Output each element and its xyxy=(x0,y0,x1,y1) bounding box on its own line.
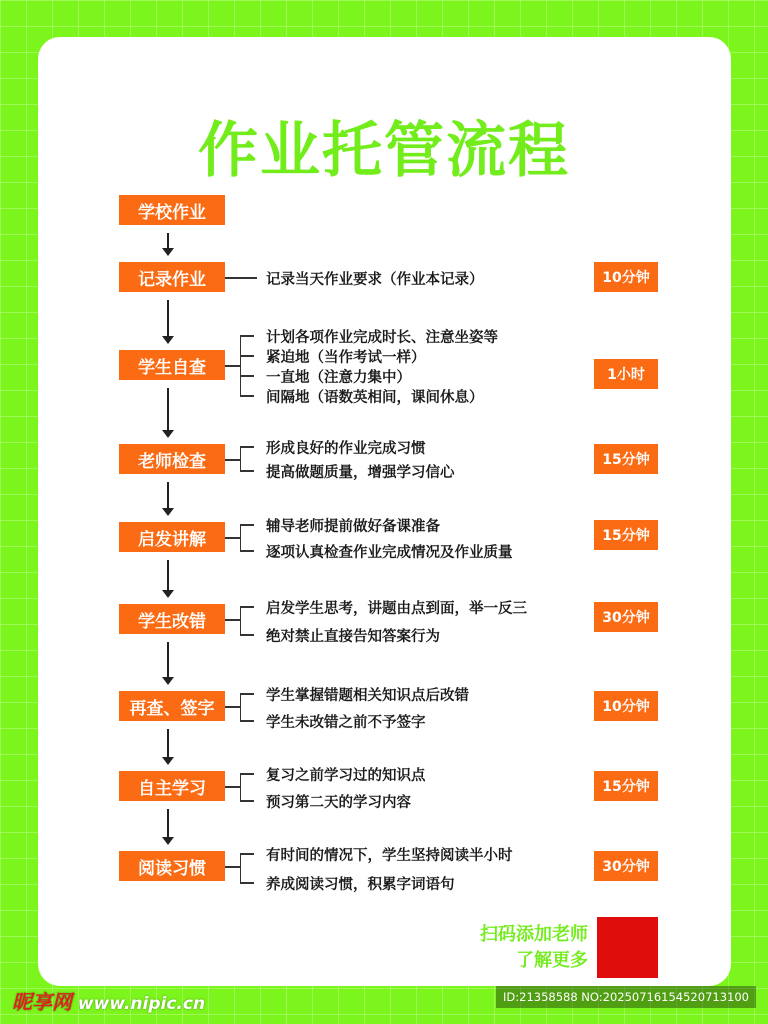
step-detail-text: 启发学生思考，讲题由点到面，举一反三 xyxy=(266,601,527,617)
step-detail-text: 计划各项作业完成时长、注意坐姿等 xyxy=(266,330,498,346)
time-badge: 10分钟 xyxy=(594,262,658,292)
bracket-tick xyxy=(240,853,254,855)
connector-line xyxy=(225,619,240,621)
connector-line xyxy=(225,277,257,279)
step-box: 学生自查 xyxy=(119,350,225,380)
bracket-line xyxy=(240,773,251,800)
page-title: 作业托管流程 xyxy=(198,116,570,186)
time-badge: 30分钟 xyxy=(594,851,658,881)
step-box: 记录作业 xyxy=(119,262,225,292)
bracket-tick xyxy=(240,800,254,802)
step-detail-text: 紧迫地（当作考试一样） xyxy=(266,350,426,366)
down-arrow-icon xyxy=(167,642,169,683)
bracket-tick xyxy=(240,773,254,775)
step-detail-text: 逐项认真检查作业完成情况及作业质量 xyxy=(266,545,513,561)
step-detail-text: 提高做题质量，增强学习信心 xyxy=(266,465,455,481)
down-arrow-icon xyxy=(167,809,169,843)
step-detail-text: 形成良好的作业完成习惯 xyxy=(266,441,426,457)
step-detail-text: 有时间的情况下，学生坚持阅读半小时 xyxy=(266,848,513,864)
down-arrow-icon xyxy=(167,482,169,514)
watermark-site-name: 昵享网 xyxy=(12,990,72,1014)
down-arrow-icon xyxy=(167,560,169,596)
bracket-line xyxy=(240,606,251,634)
step-detail-text: 绝对禁止直接告知答案行为 xyxy=(266,629,440,645)
bracket-line xyxy=(240,693,251,720)
bracket-tick xyxy=(240,606,254,608)
bracket-line xyxy=(240,446,251,470)
bracket-tick xyxy=(240,395,254,397)
time-badge: 10分钟 xyxy=(594,691,658,721)
bracket-line xyxy=(240,335,251,395)
connector-line xyxy=(225,365,240,367)
bracket-tick xyxy=(240,446,254,448)
time-badge: 15分钟 xyxy=(594,444,658,474)
down-arrow-icon xyxy=(167,233,169,254)
step-box: 老师检查 xyxy=(119,444,225,474)
watermark-url: www.nipic.cn xyxy=(77,994,206,1014)
step-detail-text: 间隔地（语数英相间，课间休息） xyxy=(266,390,484,406)
time-badge: 1小时 xyxy=(594,359,658,389)
bracket-tick xyxy=(240,470,254,472)
bracket-tick xyxy=(240,693,254,695)
step-box: 阅读习惯 xyxy=(119,851,225,881)
bracket-tick xyxy=(240,634,254,636)
step-box: 自主学习 xyxy=(119,771,225,801)
connector-line xyxy=(225,706,240,708)
qr-caption-line2: 了解更多 xyxy=(516,950,588,971)
bracket-tick xyxy=(240,550,254,552)
down-arrow-icon xyxy=(167,300,169,342)
qr-code[interactable] xyxy=(597,917,658,978)
bracket-line xyxy=(240,853,251,882)
step-box: 启发讲解 xyxy=(119,522,225,552)
watermark-logo xyxy=(12,986,205,1015)
step-box: 再查、签字 xyxy=(119,691,225,721)
time-badge: 30分钟 xyxy=(594,602,658,632)
step-detail-text: 养成阅读习惯，积累字词语句 xyxy=(266,877,455,893)
bracket-line xyxy=(240,524,251,550)
bracket-tick xyxy=(240,882,254,884)
step-detail-text: 预习第二天的学习内容 xyxy=(266,795,411,811)
watermark-id: ID:21358588 NO:20250716154520713100 xyxy=(496,986,756,1008)
down-arrow-icon xyxy=(167,388,169,436)
step-detail-text: 一直地（注意力集中） xyxy=(266,370,411,386)
time-badge: 15分钟 xyxy=(594,771,658,801)
step-box: 学生改错 xyxy=(119,604,225,634)
step-box: 学校作业 xyxy=(119,195,225,225)
step-detail-text: 学生掌握错题相关知识点后改错 xyxy=(266,688,469,704)
down-arrow-icon xyxy=(167,729,169,763)
qr-caption-line1: 扫码添加老师 xyxy=(480,924,588,945)
bracket-tick xyxy=(240,524,254,526)
step-detail-text: 辅导老师提前做好备课准备 xyxy=(266,519,440,535)
step-detail-text: 学生未改错之前不予签字 xyxy=(266,715,426,731)
step-detail-text: 复习之前学习过的知识点 xyxy=(266,768,426,784)
bracket-tick xyxy=(240,335,254,337)
connector-line xyxy=(225,786,240,788)
bracket-tick xyxy=(240,355,254,357)
connector-line xyxy=(225,866,240,868)
time-badge: 15分钟 xyxy=(594,520,658,550)
connector-line xyxy=(225,459,240,461)
bracket-tick xyxy=(240,720,254,722)
connector-line xyxy=(225,537,240,539)
step-detail-text: 记录当天作业要求（作业本记录） xyxy=(266,272,484,288)
bracket-tick xyxy=(240,375,254,377)
